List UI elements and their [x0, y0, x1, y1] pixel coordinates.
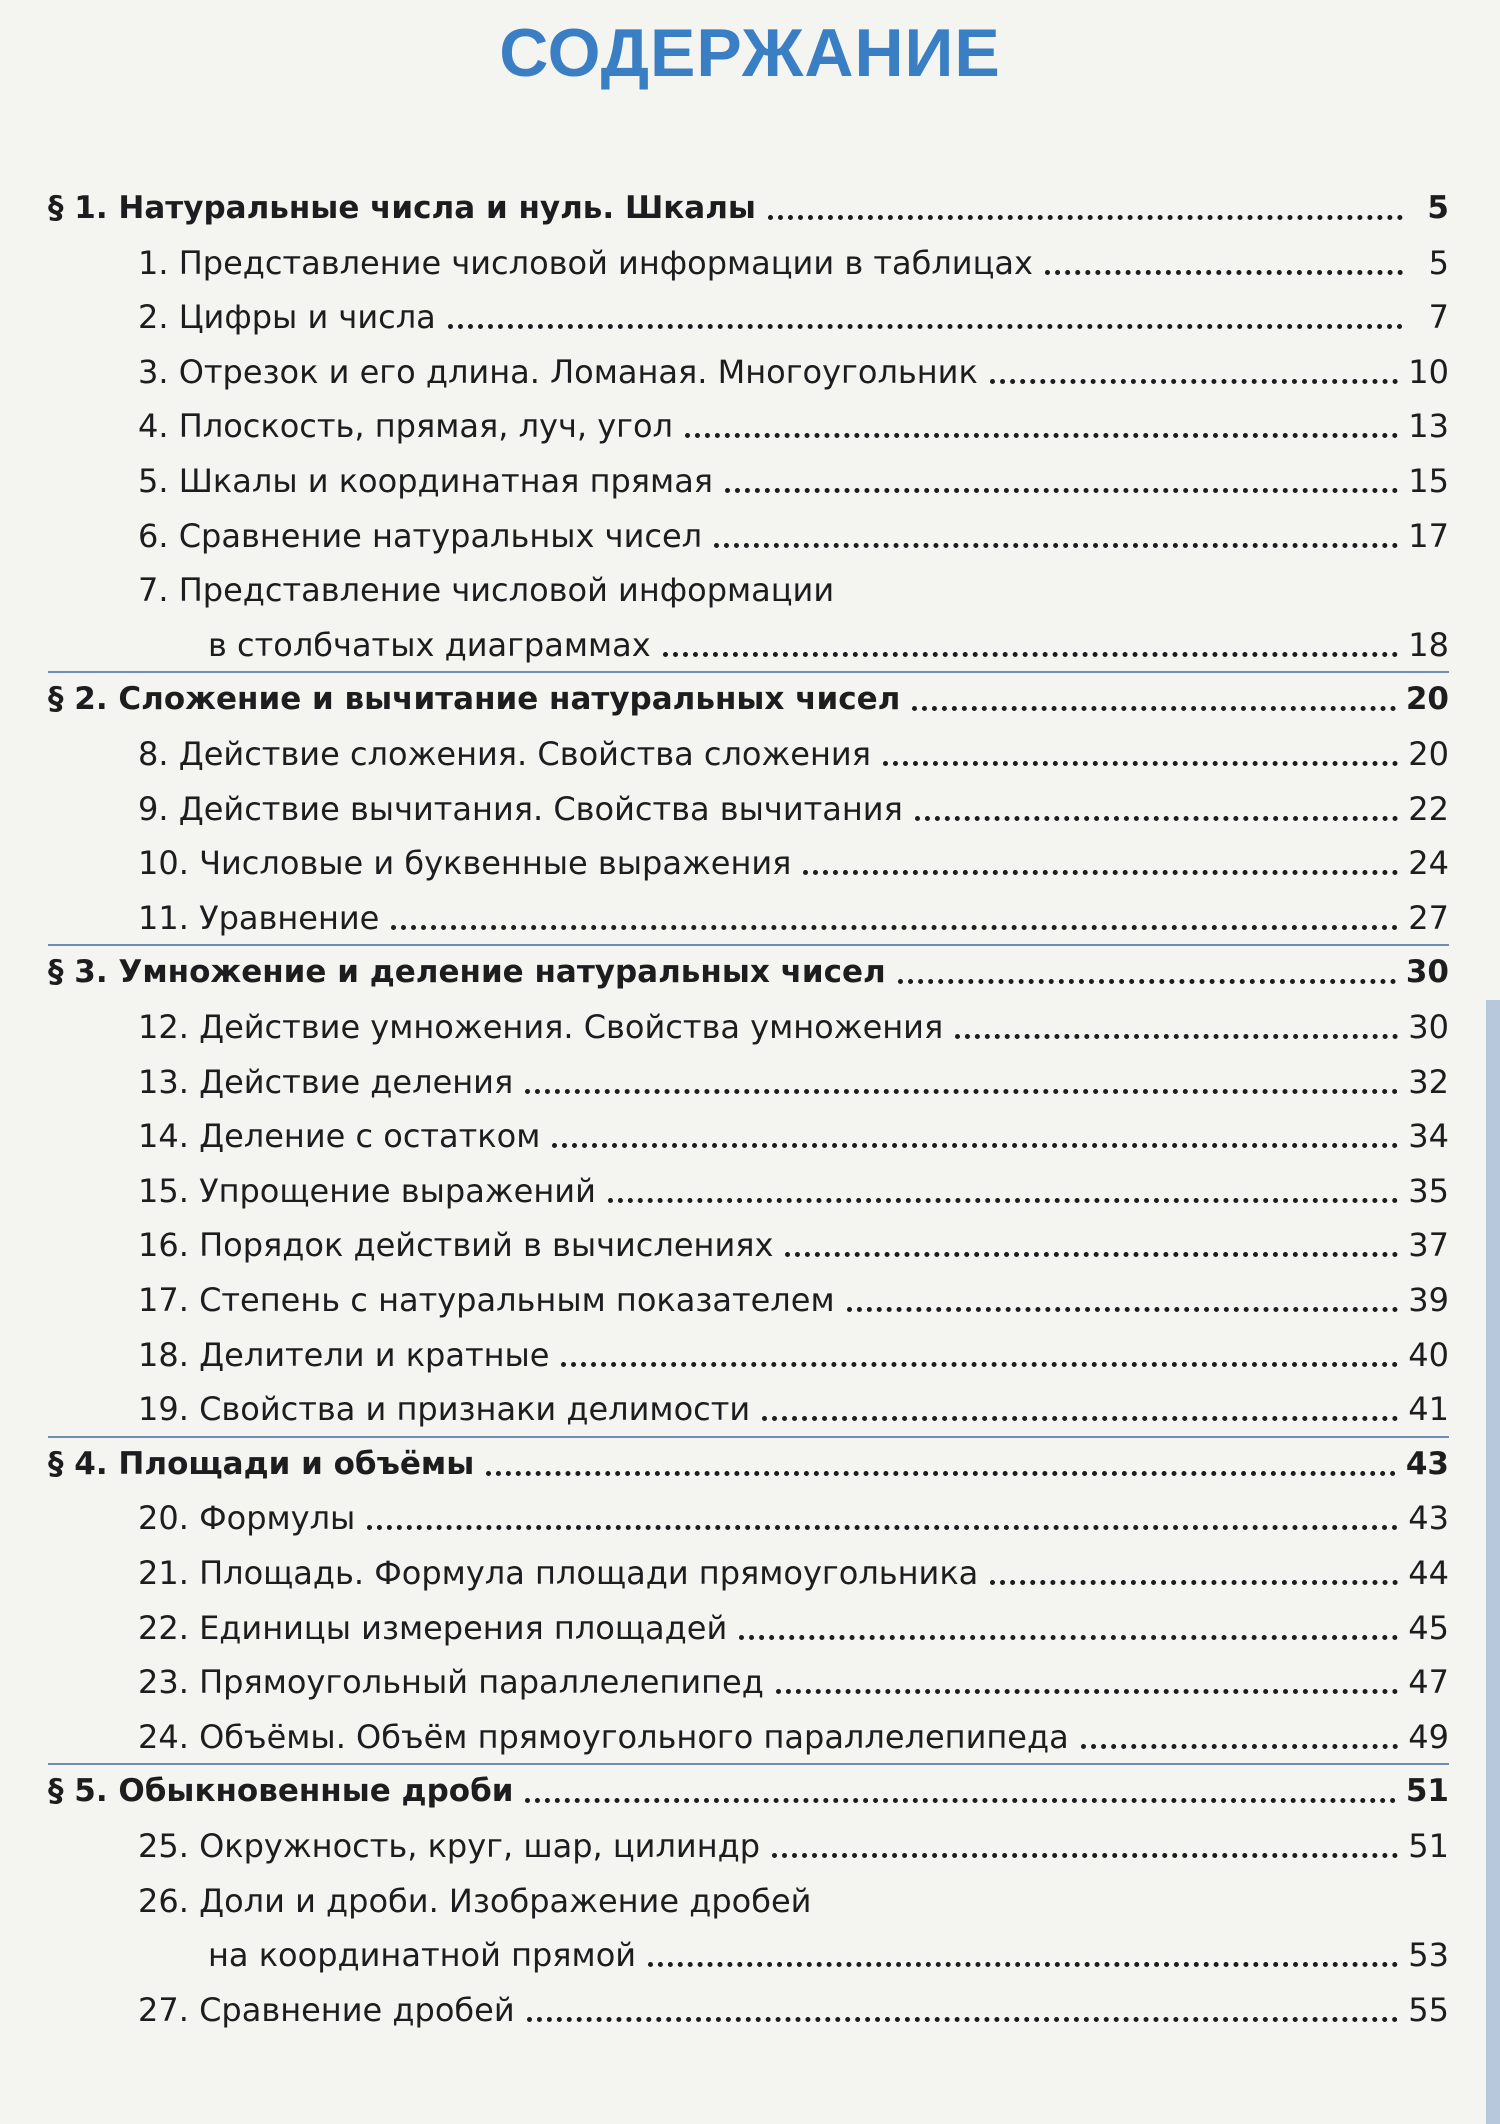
toc-label: 19. Свойства и признаки делимости: [138, 1390, 751, 1429]
dot-leader: [883, 761, 1398, 766]
toc-page-number: 20: [1408, 735, 1449, 773]
dot-leader: [486, 1471, 1396, 1476]
toc-page-number: 51: [1405, 1773, 1449, 1810]
dot-leader: [527, 2017, 1399, 2022]
toc-page-number: 40: [1408, 1335, 1449, 1374]
toc-page-number: 10: [1408, 352, 1449, 391]
toc-label: § 1. Натуральные числа и нуль. Шкалы: [48, 190, 756, 226]
toc-label: 3. Отрезок и его длина. Ломаная. Многоугольник: [138, 352, 978, 391]
dot-leader: [739, 1635, 1398, 1640]
toc-label: 6. Сравнение натуральных чисел: [138, 516, 703, 555]
toc-page-number: 43: [1405, 1445, 1449, 1482]
toc-label: 1. Представление числовой информации в таблицах: [138, 243, 1033, 282]
toc-page-number: 7: [1428, 298, 1449, 337]
toc-label: 13. Действие деления: [138, 1062, 514, 1101]
dot-leader: [391, 925, 1398, 930]
dot-leader: [1081, 1744, 1399, 1749]
toc-page-number: 24: [1408, 844, 1449, 883]
dot-leader: [955, 1034, 1398, 1039]
toc-page-number: 43: [1408, 1499, 1449, 1538]
dot-leader: [990, 1580, 1398, 1585]
toc-page-number: 53: [1408, 1936, 1449, 1975]
toc-page-number: 47: [1408, 1663, 1449, 1702]
dot-leader: [776, 1689, 1398, 1694]
toc-label: 21. Площадь. Формула площади прямоугольника: [138, 1554, 979, 1592]
toc-label: 22. Единицы измерения площадей: [138, 1608, 728, 1647]
dot-leader: [648, 1962, 1398, 1967]
toc-page-number: 51: [1408, 1827, 1449, 1865]
toc-page-number: 34: [1408, 1117, 1449, 1156]
toc-label: 2. Цифры и числа: [138, 298, 436, 337]
toc-page-number: 45: [1408, 1608, 1449, 1647]
toc-label: 17. Степень с натуральным показателем: [138, 1281, 835, 1319]
dot-leader: [725, 488, 1398, 493]
dot-leader: [608, 1198, 1398, 1203]
dot-leader: [525, 1798, 1395, 1803]
dot-leader: [785, 1252, 1398, 1257]
toc-label: 23. Прямоугольный параллелепипед: [138, 1663, 764, 1702]
toc-page-number: 13: [1408, 407, 1449, 446]
toc-page-number: 37: [1408, 1226, 1449, 1265]
page-title: СОДЕРЖАНИЕ: [499, 15, 1001, 91]
dot-leader: [663, 652, 1399, 657]
toc-page-number: 5: [1427, 190, 1449, 226]
dot-leader: [912, 706, 1396, 711]
dot-leader: [768, 215, 1403, 220]
toc-label: 27. Сравнение дробей: [138, 1990, 515, 2029]
toc-page-number: 5: [1428, 243, 1449, 282]
dot-leader: [561, 1362, 1398, 1367]
toc-page-number: 30: [1405, 954, 1449, 991]
toc-page-number: 39: [1408, 1281, 1449, 1319]
dot-leader: [898, 979, 1396, 984]
toc-label: 8. Действие сложения. Свойства сложения: [138, 735, 871, 773]
dot-leader: [847, 1307, 1399, 1312]
toc-label: 11. Уравнение: [138, 898, 380, 937]
toc-label: 10. Числовые и буквенные выражения: [138, 844, 792, 883]
toc-label: 15. Упрощение выражений: [138, 1171, 596, 1210]
toc-label: § 5. Обыкновенные дроби: [48, 1773, 514, 1810]
toc-label-continuation: на координатной прямой: [208, 1936, 637, 1975]
toc-page-number: 41: [1408, 1390, 1449, 1429]
dot-leader: [714, 543, 1398, 548]
toc-label: 14. Деление с остатком: [138, 1117, 541, 1156]
toc-label: § 3. Умножение и деление натуральных чисел: [48, 954, 886, 991]
toc-label: 24. Объёмы. Объём прямоугольного параллелепипеда: [138, 1717, 1069, 1756]
dot-leader: [552, 1143, 1398, 1148]
toc-label: § 4. Площади и объёмы: [48, 1445, 475, 1482]
toc-page-number: 15: [1408, 462, 1449, 500]
dot-leader: [367, 1525, 1398, 1530]
toc-label-continuation: в столбчатых диаграммах: [208, 625, 651, 664]
dot-leader: [762, 1416, 1398, 1421]
toc-page-number: 20: [1405, 681, 1449, 718]
toc-label: 16. Порядок действий в вычислениях: [138, 1226, 774, 1265]
toc-label: 25. Окружность, круг, шар, цилиндр: [138, 1827, 761, 1865]
toc-page-number: 44: [1408, 1554, 1449, 1592]
toc-label: 20. Формулы: [138, 1499, 356, 1538]
toc-page-number: 17: [1408, 516, 1449, 555]
toc-label: 26. Доли и дроби. Изображение дробей: [138, 1881, 812, 1920]
dot-leader: [685, 433, 1398, 438]
toc-label: § 2. Сложение и вычитание натуральных чисел: [48, 681, 901, 718]
dot-leader: [525, 1089, 1398, 1094]
toc-label: 18. Делители и кратные: [138, 1335, 550, 1374]
dot-leader: [915, 816, 1398, 821]
toc-page-number: 22: [1408, 789, 1449, 828]
toc-page-number: 30: [1408, 1008, 1449, 1046]
dot-leader: [990, 379, 1398, 384]
toc-label: 9. Действие вычитания. Свойства вычитания: [138, 789, 903, 828]
dot-leader: [1045, 270, 1403, 275]
dot-leader: [448, 324, 1403, 329]
toc-label: 12. Действие умножения. Свойства умножения: [138, 1008, 944, 1046]
toc-page-number: 49: [1408, 1717, 1449, 1756]
toc-page-number: 55: [1408, 1990, 1449, 2029]
toc-page-number: 32: [1408, 1062, 1449, 1101]
toc-label: 7. Представление числовой информации: [138, 571, 835, 610]
toc-label: 5. Шкалы и координатная прямая: [138, 462, 714, 500]
toc-page-number: 27: [1408, 898, 1449, 937]
dot-leader: [772, 1853, 1398, 1858]
toc-page-number: 35: [1408, 1171, 1449, 1210]
toc-page-number: 18: [1408, 625, 1449, 664]
toc-label: 4. Плоскость, прямая, луч, угол: [138, 407, 673, 446]
dot-leader: [803, 870, 1398, 875]
